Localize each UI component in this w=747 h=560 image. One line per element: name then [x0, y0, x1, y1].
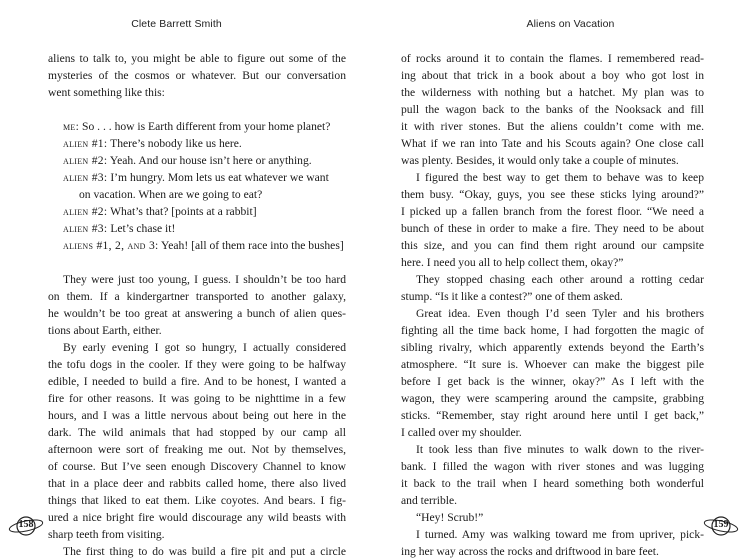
text-line: Great idea. Even though I’d seen Tyler and his brothers	[416, 307, 704, 320]
text-line: the wilderness with nothing but a hatchet. My plan was to	[401, 86, 704, 99]
text-line: afternoon were sort of freaking me out. Not by themselves,	[48, 443, 346, 456]
running-header-title: Aliens on Vacation	[526, 18, 615, 30]
text-line: ing about that trick in a book about a boy who got lost in	[401, 69, 704, 82]
text-line: I turned. Amy was walking toward me from upriver, pick-	[416, 528, 704, 541]
text-line: the tofu dogs in the cooler. If they were going to be halfway	[48, 358, 346, 371]
dialogue-line	[48, 220, 346, 237]
text-line: them busy. “Okay, guys, you see these sticks lying around?”	[401, 188, 704, 201]
text-line: mysteries of the cosmos or whatever. But our conversation	[48, 69, 346, 82]
running-header-author: Clete Barrett Smith	[131, 18, 222, 30]
text-line: was plenty. Besides, it would only take a couple of minutes.	[401, 154, 679, 167]
text-line: he wouldn’t be too great at answering a bunch of alien ques-	[48, 307, 346, 320]
text-line: “Hey! Scrub!”	[416, 511, 484, 524]
speaker: alien #2:	[63, 154, 108, 167]
page-number: 159	[713, 519, 729, 530]
text-line: I picked up a fallen branch from the forest floor. “We need a	[401, 205, 704, 218]
text-line: before I get back is the winner, okay?” As I left with the	[401, 375, 704, 388]
dialogue-line	[48, 237, 346, 254]
text-line: hours, and I was a little nervous about being out here in the	[48, 409, 346, 422]
page-number-badge	[703, 515, 739, 537]
text-line: aliens to talk to, you might be able to figure out some of the	[48, 52, 346, 65]
text-line: and terrible.	[401, 494, 458, 507]
text-line: They were just too young, I guess. I shouldn’t be too hard	[63, 273, 346, 286]
right-page	[374, 0, 747, 560]
text-line: this size, and you can find them right around our campsite	[401, 239, 704, 252]
text-line: ured a nice bright fire would discourage any wild beasts with	[48, 511, 346, 524]
text-line: tions about Earth, either.	[48, 324, 162, 337]
speaker: aliens #1, 2, and 3:	[63, 239, 159, 252]
text-line: The first thing to do was build a fire pit and put a circle	[63, 545, 346, 558]
text-line: bank. I filled the wagon with river stones and was lugging	[401, 460, 704, 473]
text-line: of rocks around it to contain the flames. I remembered read-	[401, 52, 704, 65]
paragraph-gap	[48, 101, 346, 118]
text-line: on them. If a kindergartner transported to another galaxy,	[48, 290, 346, 303]
text-line: pull the wagon back to the banks of the Nooksack and fill	[401, 103, 704, 116]
text-line: By early evening I got so hungry, I actually considered	[63, 341, 346, 354]
paragraph-gap	[48, 254, 346, 271]
speaker: alien #3:	[63, 222, 108, 235]
text-line: sticks. “Remember, stay right around here until I get back,”	[401, 409, 704, 422]
text-line: it back to the trail when I heard something both wonderful	[401, 477, 704, 490]
dialogue-line	[48, 118, 346, 135]
text-line: went something like this:	[48, 86, 165, 99]
dialogue-line	[48, 152, 346, 169]
dialogue-text: There’s nobody like us here.	[110, 137, 242, 150]
dialogue-text: I’m hungry. Mom lets us eat whatever we want	[110, 171, 329, 184]
dialogue-line	[48, 186, 346, 203]
page-number-badge	[8, 515, 44, 537]
page-number: 158	[18, 519, 34, 530]
dialogue-text: Let’s chase it!	[110, 222, 176, 235]
text-line: It took less than five minutes to walk down to the river-	[416, 443, 704, 456]
text-line: sharp teeth from visiting.	[48, 528, 165, 541]
dialogue-text: What’s that? [points at a rabbit]	[110, 205, 257, 218]
text-line: of course. But I’ve seen enough Discovery Channel to know	[48, 460, 346, 473]
text-line: fire for other reasons. It was going to be nighttime in a few	[48, 392, 346, 405]
text-line: atmosphere. “It sure is. Whoever can make the biggest pile	[401, 358, 704, 371]
text-line: I called over my shoulder.	[401, 426, 522, 439]
speaker: alien #1:	[63, 137, 108, 150]
dialogue-text: on vacation. When are we going to eat?	[79, 188, 263, 201]
speaker: alien #3:	[63, 171, 108, 184]
text-line: ing her way across the rocks and driftwood in bare feet.	[401, 545, 659, 558]
text-line: stump. “Is it like a contest?” one of them asked.	[401, 290, 623, 303]
dialogue-line	[48, 203, 346, 220]
text-line: things that liked to eat them. Like coyotes. And bears. I fig-	[48, 494, 346, 507]
text-line: it with river stones. But the aliens couldn’t come with me.	[401, 120, 704, 133]
dialogue-text: So . . . how is Earth different from your home planet?	[82, 120, 331, 133]
left-page	[0, 0, 373, 560]
speaker: me:	[63, 120, 80, 133]
dialogue-line	[48, 135, 346, 152]
text-line: fighting all the time back home, I had forgotten the magic of	[401, 324, 704, 337]
text-line: that in a place deer and rabbits called home, there also lived	[48, 477, 346, 490]
dialogue-line	[48, 169, 346, 186]
speaker: alien #2:	[63, 205, 108, 218]
text-line: dark. The wild animals that had stopped by our camp all	[48, 426, 346, 439]
text-line: here. I need you all to help collect them, okay?”	[401, 256, 624, 269]
dialogue-text: Yeah. And our house isn’t here or anything.	[109, 154, 312, 167]
text-line: They stopped chasing each other around a rotting cedar	[416, 273, 704, 286]
right-body-text	[401, 50, 704, 560]
text-line: I figured the best way to get them to behave was to keep	[416, 171, 704, 184]
text-line: What if we ran into Tate and his Scouts again? One close call	[401, 137, 704, 150]
left-body-text	[48, 50, 346, 560]
text-line: wagon, they were scampering around the campsite, grabbing	[401, 392, 704, 405]
text-line: bunch of these in order to make a fire. They need to be about	[401, 222, 704, 235]
text-line: edible, I needed to build a fire. And to be honest, I wanted a	[48, 375, 346, 388]
dialogue-text: Yeah! [all of them race into the bushes]	[161, 239, 344, 252]
text-line: sibling rivalry, which apparently extends beyond the Earth’s	[401, 341, 704, 354]
